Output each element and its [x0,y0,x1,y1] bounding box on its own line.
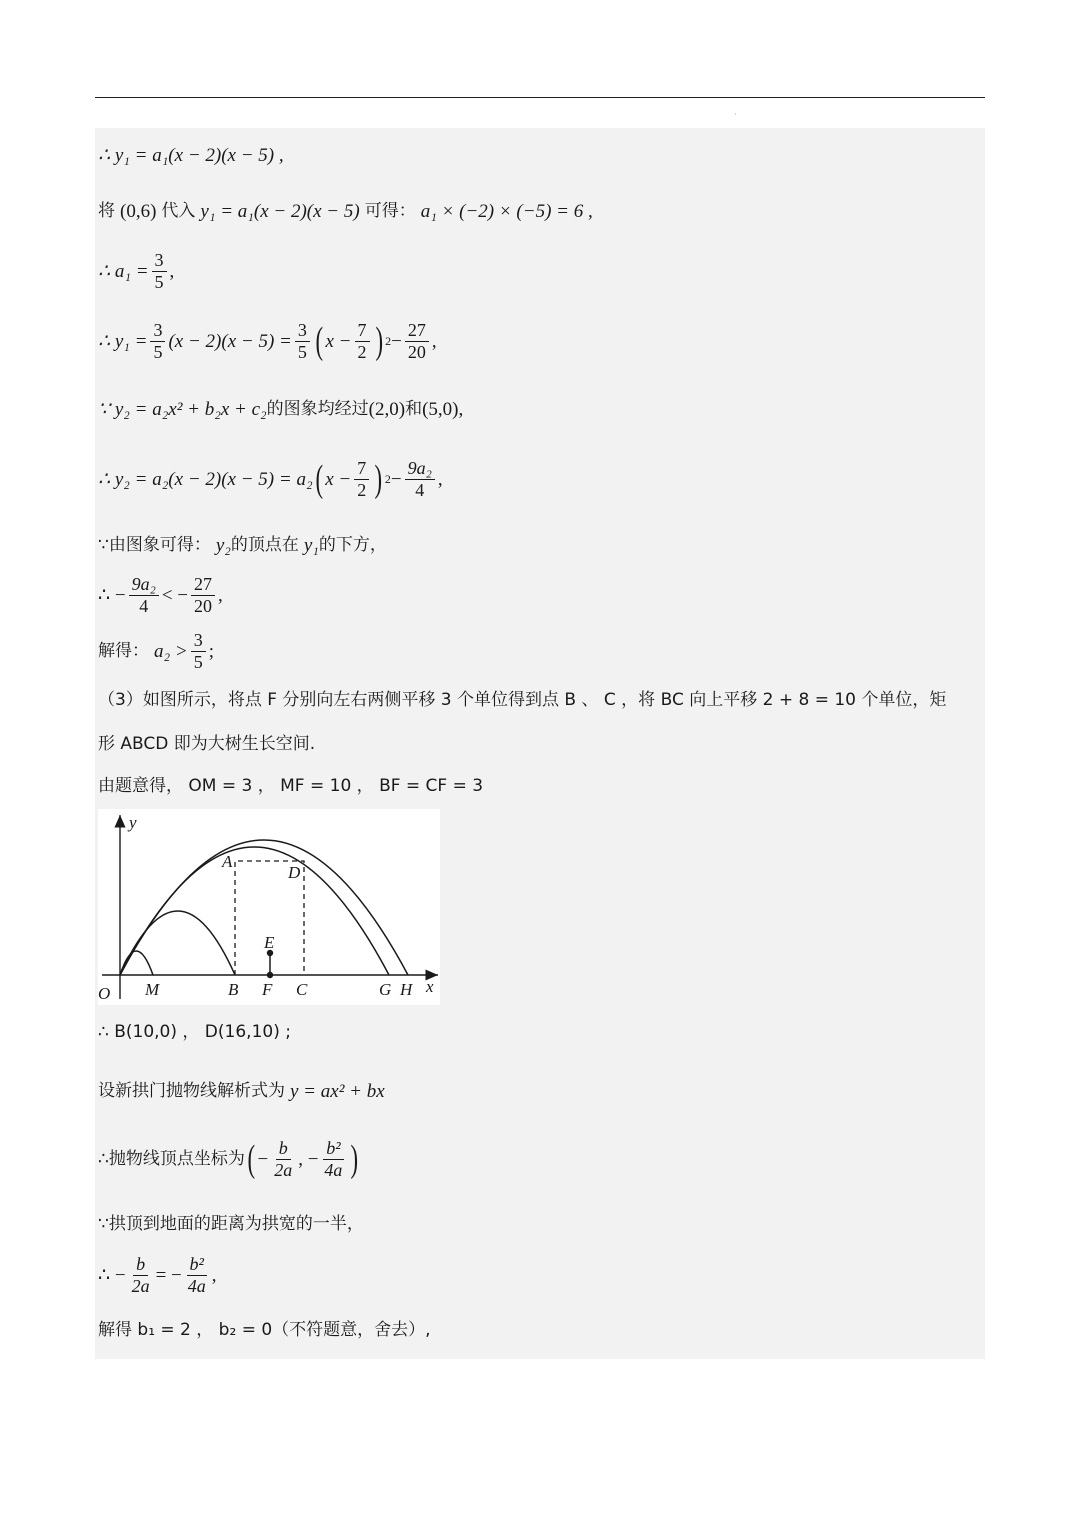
line-equation: ∴ − $\frac{b}{2a}$ = − $\frac{\text{b²}}{4a}$ , [98,1254,217,1296]
parabola-figure [98,809,440,1005]
line-a1-value: ∴ a₁ = $\frac{3}{5}$ , [98,250,175,292]
label-a: A [222,852,233,871]
line-arch-condition: ∵拱顶到地面的距离为拱宽的一半， [98,1214,364,1234]
line-substitute: 将 (0,6) 代入 y₁ = a₁(x − 2)(x − 5) 可得： a₁ × (−2) × (−5) = 6 , [98,201,593,222]
line-vertex-coords: ∴抛物线顶点坐标为 ( − $\frac{b}{2a}$ , − $\frac{\text{b²}}{4a}$ ) [98,1138,359,1181]
line-new-arch: 设新拱门抛物线解析式为 y = ax² + bx [98,1081,385,1102]
line-vertex-below: ∵由图象可得： y₂ 的顶点在 y₁ 的下方， [98,535,387,556]
line-y1-vertex: ∴ y₁ = $\frac{3}{5}$ (x − 2)(x − 5) = $\frac{3}{5}$ ( x − $\frac{7}{2}$ ) 2 − $\frac{27}{20}$ , [98,320,437,363]
line-solve-a2: 解得： a₂ > $\frac{3}{5}$ ; [98,630,214,672]
label-d: D [288,863,301,882]
line-part3-intro: （3）如图所示，将点 F 分别向左右两侧平移 3 个单位得到点 B 、 C ，将 BC 向上平移 2 + 8 = 10 个单位，矩 [98,690,947,710]
parabola-diagram [98,809,440,1005]
point-f [267,972,273,978]
line-points-bd: ∴ B(10,0) ， D(16,10) ; [98,1022,291,1042]
line-solve-b: 解得 b₁ = 2 ， b₂ = 0（不符题意，舍去）, [98,1320,431,1340]
label-h: H [400,980,413,999]
fraction: $\frac{3}{5}$ [152,250,167,292]
line-y2-vertex: ∴ y₂ = a₂(x − 2)(x − 5) = a₂ ( x − $\frac{7}{2}$ ) 2 − $\frac{\text{9a₂}}{4}$ , [98,458,443,501]
label-y: y [129,813,137,832]
label-m: M [145,980,160,999]
label-b: B [228,980,239,999]
label-e: E [264,933,275,952]
label-f: F [262,980,273,999]
label-o: O [98,984,111,1003]
line-y2-passes: ∵ y₂ = a₂x² + b₂x + c₂ 的图象均经过 (2,0) 和 (5,0) , [98,399,464,420]
header-dot: · [734,110,737,119]
line-rectangle: 形 ABCD 即为大树生长空间. [98,734,316,754]
header-rule [95,97,985,98]
line-given: 由题意得， OM = 3 ， MF = 10 ， BF = CF = 3 [98,776,484,796]
line-y1-factored: ∴ y₁ = a₁(x − 2)(x − 5) , [98,145,284,166]
label-x: x [426,977,434,996]
line-inequality: ∴ − $\frac{\text{9a₂}}{4}$ < − $\frac{27}{20}$ , [98,574,223,616]
label-g: G [379,980,392,999]
outer-large-arch [120,840,408,975]
label-c: C [296,980,308,999]
